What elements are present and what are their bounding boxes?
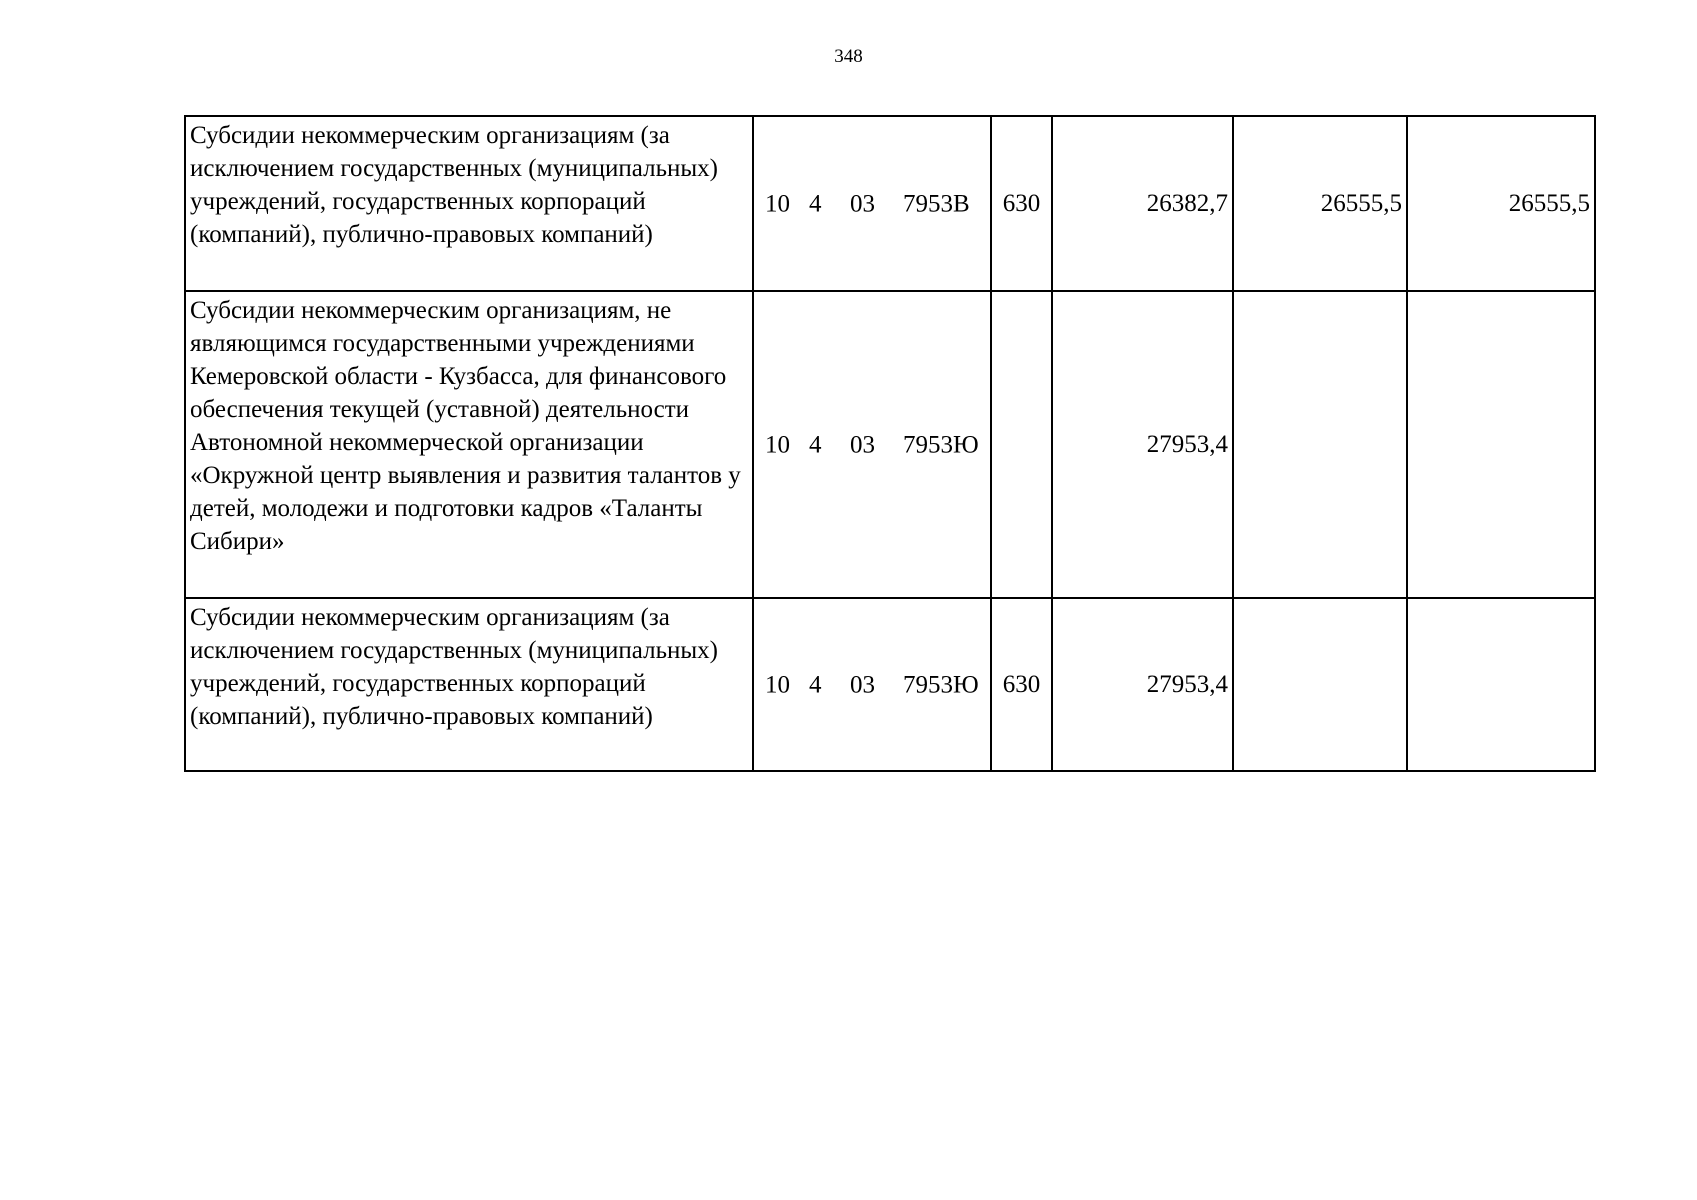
- code-direction: 7953В: [903, 190, 970, 217]
- classification-code: [753, 598, 991, 771]
- amount-year-3: 26555,5: [1407, 116, 1595, 291]
- expense-type: 630: [991, 116, 1052, 291]
- classification-code: [753, 116, 991, 291]
- amount-year-2: [1233, 598, 1407, 771]
- code-subprogram: 4: [809, 190, 822, 217]
- code-subprogram: 4: [809, 671, 822, 698]
- amount-year-1: 27953,4: [1052, 598, 1233, 771]
- row-description: Субсидии некоммерческим организациям, не являющимся государственными учреждениями Кемеровской области - Кузбасса, для финансового обеспечения текущей (уставной) деятельности Автономной некоммерческой организации «Окружной центр выявления и развития талантов у детей, молодежи и подготовки кадров «Таланты Сибири»: [185, 291, 753, 598]
- code-main-event: 03: [850, 671, 875, 698]
- table-row: [185, 291, 1595, 598]
- table-row: [185, 116, 1595, 291]
- code-main-event: 03: [850, 431, 875, 458]
- row-description: Субсидии некоммерческим организациям (за исключением государственных (муниципальных) учреждений, государственных корпораций (компаний), публично-правовых компаний): [185, 116, 753, 291]
- code-subprogram: 4: [809, 431, 822, 458]
- amount-year-2: 26555,5: [1233, 116, 1407, 291]
- page-number: 348: [834, 46, 863, 67]
- code-direction: 7953Ю: [903, 671, 979, 698]
- amount-year-3: [1407, 291, 1595, 598]
- expense-type: 630: [991, 598, 1052, 771]
- budget-table: [184, 115, 1596, 772]
- expense-type: [991, 291, 1052, 598]
- amount-year-1: 27953,4: [1052, 291, 1233, 598]
- amount-year-2: [1233, 291, 1407, 598]
- code-direction: 7953Ю: [903, 431, 979, 458]
- amount-year-3: [1407, 598, 1595, 771]
- code-main-event: 03: [850, 190, 875, 217]
- code-program: 10: [765, 431, 790, 458]
- row-description: Субсидии некоммерческим организациям (за исключением государственных (муниципальных) учреждений, государственных корпораций (компаний), публично-правовых компаний): [185, 598, 753, 771]
- amount-year-1: 26382,7: [1052, 116, 1233, 291]
- classification-code: [753, 291, 991, 598]
- code-program: 10: [765, 190, 790, 217]
- code-program: 10: [765, 671, 790, 698]
- table-row: [185, 598, 1595, 771]
